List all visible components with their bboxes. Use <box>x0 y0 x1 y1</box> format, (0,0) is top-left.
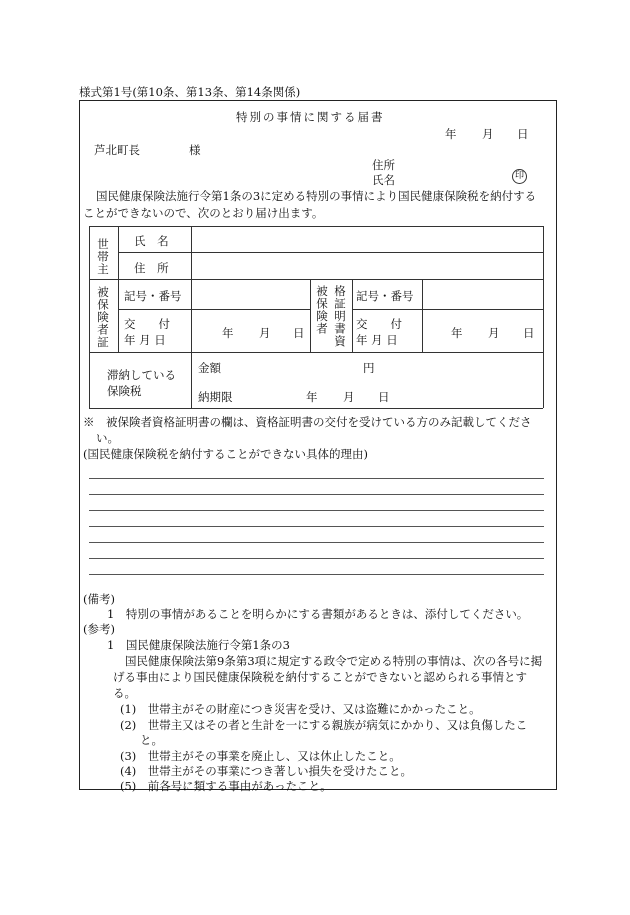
note-star-cont: い。 <box>96 431 119 445</box>
note-star: ※ 被保険者資格証明書の欄は、資格証明書の交付を受けている方のみ記載してくださ <box>83 415 532 429</box>
reference-item-1: (1) 世帯主がその財産につき災害を受け、又は盗難にかかったこと。 <box>120 702 481 716</box>
table-line <box>352 309 543 310</box>
addressee-name: 芦北町長 <box>94 143 140 157</box>
eligibility-date-day: 日 <box>523 326 535 340</box>
reference-heading: 1 国民健康保険法施行令第1条の3 <box>107 638 290 652</box>
reason-line <box>89 494 544 495</box>
issue-label-a: 交 付 <box>124 317 170 331</box>
form-header: 様式第1号(第10条、第13条、第14条関係) <box>79 85 301 99</box>
remarks-item-1: 1 特別の事情があることを明らかにする書類があるときは、添付してください。 <box>107 607 529 621</box>
amount-label: 金額 <box>198 361 221 375</box>
eligibility-cert-label-b: 格証明書資 <box>333 285 347 348</box>
deadline-day: 日 <box>378 390 390 404</box>
table-border-right <box>543 226 544 408</box>
date-day: 日 <box>517 127 529 141</box>
reason-line <box>89 478 544 479</box>
eligibility-code-number-label: 記号・番号 <box>356 289 414 303</box>
address-label: 住所 <box>372 158 395 172</box>
overdue-label-b: 保険税 <box>107 384 142 398</box>
insured-cert-label: 被保険者証 <box>96 286 110 349</box>
seal-mark: 印 <box>512 169 527 184</box>
table-line <box>352 279 353 352</box>
deadline-label: 納期限 <box>198 390 233 404</box>
issue-date-month: 月 <box>259 326 271 340</box>
table-line <box>118 309 310 310</box>
applicant-name-label: 氏名 <box>372 173 395 187</box>
table-line <box>191 352 192 408</box>
reason-line <box>89 542 544 543</box>
reason-line <box>89 526 544 527</box>
eligibility-date-month: 月 <box>488 326 500 340</box>
table-line <box>118 226 119 352</box>
issue-date-day: 日 <box>293 326 305 340</box>
reason-line <box>89 574 544 575</box>
reason-line <box>89 558 544 559</box>
table-border-left <box>89 226 90 408</box>
reason-line <box>89 510 544 511</box>
householder-address-label: 住 所 <box>134 261 173 275</box>
reference-para-1: 国民健康保険法第9条第3項に規定する政令で定める特別の事情は、次の各号に掲 <box>125 654 543 668</box>
reference-item-4: (4) 世帯主がその事業につき著しい損失を受けたこと。 <box>120 764 413 778</box>
deadline-month: 月 <box>343 390 355 404</box>
code-number-label: 記号・番号 <box>124 289 182 303</box>
table-line <box>422 279 423 352</box>
eligibility-date-year: 年 <box>451 326 463 340</box>
issue-date-year: 年 <box>222 326 234 340</box>
reference-item-5: (5) 前各号に類する事由があったこと。 <box>120 779 332 793</box>
table-line <box>89 279 543 280</box>
table-line <box>118 252 543 253</box>
table-line <box>89 352 543 353</box>
deadline-year: 年 <box>306 390 318 404</box>
overdue-label-a: 滞納している <box>107 368 176 382</box>
reference-item-2-cont: と。 <box>140 733 163 747</box>
reference-para-2: げる事由により国民健康保険税を納付することができないと認められる事情とす <box>113 670 527 684</box>
remarks-label: (備考) <box>83 592 115 606</box>
yen-unit: 円 <box>363 361 375 375</box>
eligibility-issue-label-a: 交 付 <box>356 317 402 331</box>
issue-label-b: 年 月 日 <box>124 333 166 347</box>
page-title: 特別の事情に関する届書 <box>236 110 385 124</box>
householder-label: 世帯主 <box>96 238 110 276</box>
eligibility-cert-label-a: 被保険者 <box>315 285 329 335</box>
date-year: 年 <box>445 127 457 141</box>
date-month: 月 <box>482 127 494 141</box>
table-line <box>310 279 311 352</box>
reason-label: (国民健康保険税を納付することができない具体的理由) <box>83 447 368 461</box>
reference-item-3: (3) 世帯主がその事業を廃止し、又は休止したこと。 <box>120 749 401 763</box>
reference-label: (参考) <box>83 622 115 636</box>
reference-para-3: る。 <box>113 686 136 700</box>
table-line <box>191 226 192 352</box>
eligibility-issue-label-b: 年 月 日 <box>356 333 398 347</box>
table-border-bottom <box>89 408 543 409</box>
intro-line-1: 国民健康保険法施行令第1条の3に定める特別の事情により国民健康保険税を納付する <box>96 189 537 203</box>
addressee-honorific: 様 <box>189 143 201 157</box>
table-border-top <box>89 226 543 227</box>
intro-line-2: ことができないので、次のとおり届け出ます。 <box>83 206 324 220</box>
reference-item-2: (2) 世帯主又はその者と生計を一にする親族が病気にかかり、又は負傷したこ <box>120 718 528 732</box>
name-label: 氏 名 <box>134 234 173 248</box>
